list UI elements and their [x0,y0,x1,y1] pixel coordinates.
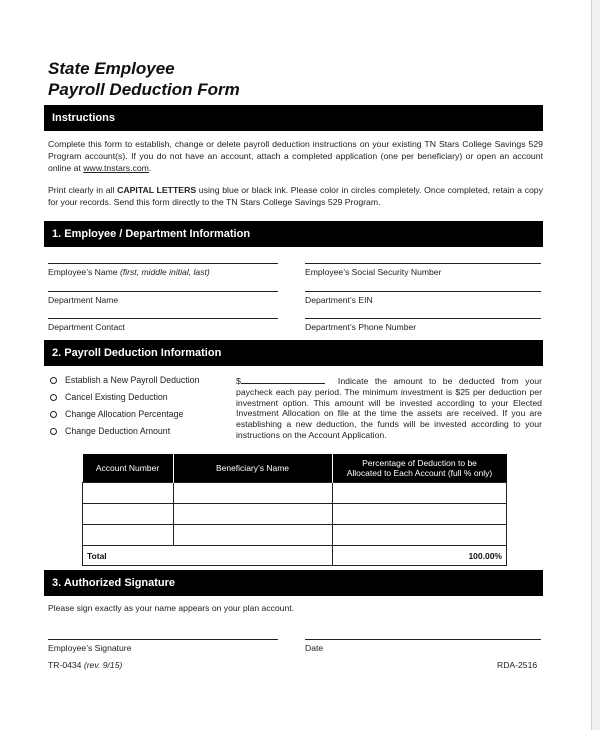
employee-name-field[interactable] [48,263,278,277]
amount-input-line[interactable] [241,375,325,384]
department-contact-label: Department Contact [48,322,125,332]
signature-label: Employee’s Signature [48,643,132,653]
print-text: Print clearly in all [48,185,118,195]
department-contact-field[interactable] [48,318,278,332]
website-link[interactable]: www.tnstars.com [83,163,149,173]
form-title-line1: State Employee [48,59,175,78]
capital-letters-text: CAPITAL LETTERS [117,185,197,195]
option-change-allocation[interactable] [50,409,183,419]
radio-circle-icon[interactable] [50,394,57,401]
option-change-amount[interactable] [50,426,170,436]
option-change-amount-label: Change Deduction Amount [65,426,171,436]
option-establish-label: Establish a New Payroll Deduction [65,375,200,385]
option-change-allocation-label: Change Allocation Percentage [65,409,184,419]
instructions-text-end: . [148,163,152,173]
department-name-field[interactable] [48,291,278,305]
dollar-sign: $ [236,376,241,386]
table-row [83,525,507,546]
section3-header: 3. Authorized Signature [44,570,543,596]
percentage-header-line1: Percentage of Deduction to be [362,458,477,468]
form-title-line2: Payroll Deduction Form [48,80,240,99]
employee-name-label: Employee’s Name [48,267,120,277]
form-revision: (rev. 9/15) [83,660,123,670]
instructions-header: Instructions [44,105,543,131]
percentage-header [332,454,507,483]
account-number-header: Account Number [83,454,174,483]
account-number-cell[interactable] [83,525,174,546]
deduction-amount-instructions [236,375,542,441]
option-cancel[interactable] [50,392,168,402]
form-id [48,660,122,670]
beneficiary-name-cell[interactable] [173,504,332,525]
table-header-row [83,454,507,483]
account-number-cell[interactable] [83,504,174,525]
percentage-header-line2: Allocated to Each Account (full % only) [346,468,493,478]
signature-field[interactable] [48,639,278,653]
percentage-cell[interactable] [332,525,507,546]
amount-instructions-text: Indicate the amount to be deducted from your paycheck each pay period. The minimum investment is $25 per deduction per investment option. This amount will be invested according to your Elected Investment Allocation on file at the time the assets are received. If you are establishing a new deduction, the funds will be invested according to your instructions on the Account Application. [236,376,543,440]
section2-header: 2. Payroll Deduction Information [44,340,543,366]
employee-name-hint: (first, middle initial, last) [119,267,210,277]
account-number-cell[interactable] [83,483,174,504]
ssn-field[interactable] [305,263,541,277]
form-id-code: TR-0434 [48,660,84,670]
signature-instructions: Please sign exactly as your name appears on your plan account. [48,603,295,613]
radio-circle-icon[interactable] [50,411,57,418]
instructions-paragraph-2 [48,184,543,208]
beneficiary-name-cell[interactable] [173,483,332,504]
print-text-end: using blue or black ink. Please color in circles completely. Once completed, retain a copy for your records. Send this form directly to the TN Stars College Savings 529 Program. [48,185,543,207]
total-value: 100.00% [332,546,507,566]
department-ein-field[interactable] [305,291,541,305]
department-phone-field[interactable] [305,318,541,332]
percentage-cell[interactable] [332,483,507,504]
date-label: Date [305,643,324,653]
option-cancel-label: Cancel Existing Deduction [65,392,168,402]
table-total-row [83,546,507,566]
instructions-paragraph-1 [48,138,543,174]
allocation-table [82,454,507,566]
radio-circle-icon[interactable] [50,377,57,384]
department-name-label: Department Name [48,295,119,305]
beneficiary-name-cell[interactable] [173,525,332,546]
radio-circle-icon[interactable] [50,428,57,435]
department-ein-label: Department’s EIN [305,295,373,305]
instructions-text: Complete this form to establish, change or delete payroll deduction instructions on your existing TN Stars College Savings 529 Program account(s). If you do not have an account, attach a completed application (one per beneficiary) or open an account online at [48,139,543,173]
date-field[interactable] [305,639,541,653]
option-establish[interactable] [50,375,199,385]
table-row [83,504,507,525]
percentage-cell[interactable] [332,504,507,525]
beneficiary-name-header: Beneficiary’s Name [173,454,332,483]
ssn-label: Employee’s Social Security Number [305,267,442,277]
total-label: Total [83,546,333,566]
rda-code: RDA-2516 [497,660,538,670]
department-phone-label: Department’s Phone Number [305,322,417,332]
table-row [83,483,507,504]
section1-header: 1. Employee / Department Information [44,221,543,247]
